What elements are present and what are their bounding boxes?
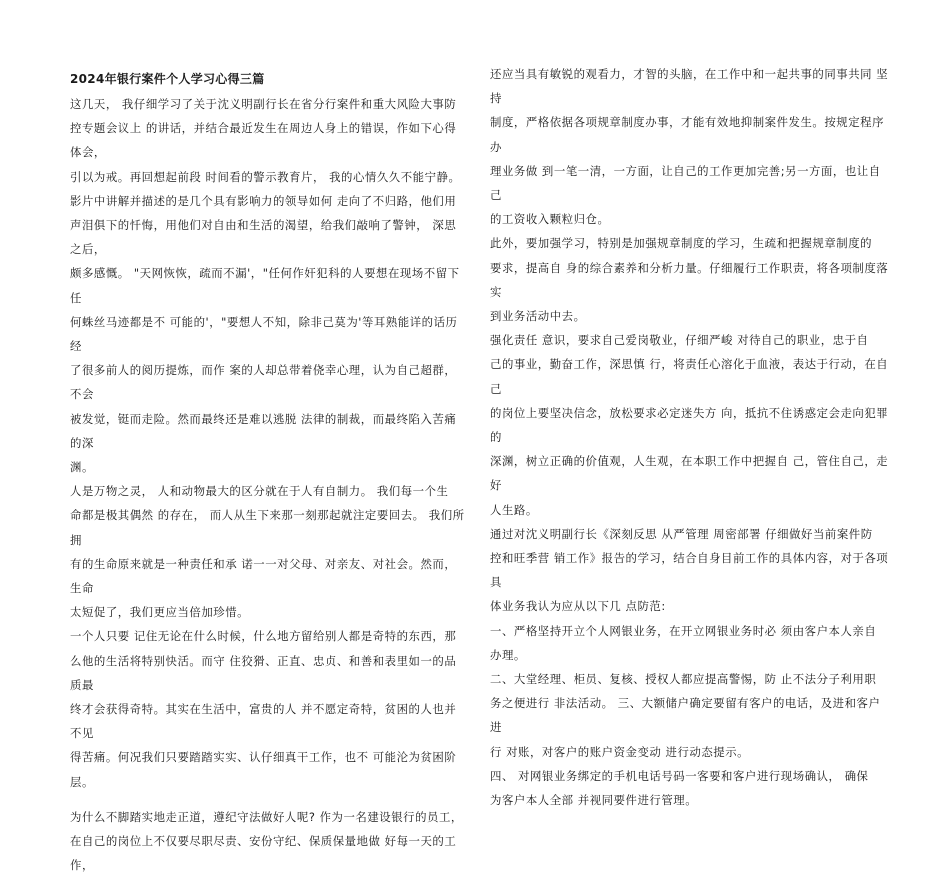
paragraph: 一个人只要 记住无论在什么时候，什么地方留给别人都是奇特的东西，那 么他的生活将特别快活。而守 住狡猾、正直、忠贞、和善和表里如一的品质最 终才会获得奇特。其实在生活中，富贵的人 并不愿定奇特，贫困的人也并不见 得苦痛。何况我们只要踏踏实实、认仔细真干工作，也不 可能沦为贫困阶层。 — [70, 629, 457, 789]
right-column — [490, 62, 890, 812]
paragraph: 强化责任 意识，要求自己爱岗敬业，仔细严峻 对待自己的职业，忠于自 己的事业，勤奋工作，深思慎 行，将责任心溶化于血液，表达于行动，在自己 的岗位上要坚决信念，放松要求必定迷失方 向，抵抗不住诱惑定会走向犯罪的 深渊，树立正确的价值观，人生观，在本职工作中把握自 己，管住自己，走好 人生路。 — [490, 333, 889, 517]
left-column — [70, 60, 465, 878]
paragraph: 这几天， 我仔细学习了关于沈义明副行长在省分行案件和重大风险大事防 控专题会议上 的讲话，并结合最近发生在周边人身上的错误，作如下心得体会， 引以为戒。再回想起前段 时间看的警示教育片， 我的心情久久不能宁静。 — [70, 97, 461, 184]
paragraph: 通过对沈义明副行长《深刻反思 从严管理 周密部署 仔细做好当前案件防 控和旺季营 销工作》报告的学习，结合自身目前工作的具体内容，对于各项具 体业务我认为应从以下几 点防范: — [490, 526, 889, 614]
paragraph: 二、大堂经理、柜员、复核、授权人都应提高警惕，防 止不法分子利用职 务之便进行 非法活动。 三、大额储户确定要留有客户的电话，及进和客户进 行 对账，对客户的账户资金变动 进行动态提示。 — [490, 672, 881, 759]
paragraph: 此外，要加强学习，特别是加强规章制度的学习，生疏和把握规章制度的 要求，提高自 身的综合素养和分析力量。仔细履行工作职责，将各项制度落实 到业务活动中去。 — [490, 236, 889, 324]
paragraph-gap — [70, 794, 465, 805]
document-title: 2024年银行案件个人学习心得三篇 — [70, 72, 265, 86]
paragraph: 四、 对网银业务绑定的手机电话号码一客要和客户进行现场确认， 确保 为客户本人全部 并视同要件进行管理。 — [490, 768, 869, 808]
paragraph: 人是万物之灵， 人和动物最大的区分就在于人有自制力。 我们每一个生 命都是极其偶然 的存在， 而人从生下来那一刻那起就注定要回去。 我们所拥 有的生命原来就是一种责任和承 诺一一对父母、对亲友、对社会。然而，生命 太短促了，我们更应当倍加珍惜。 — [70, 484, 465, 620]
paragraph: 还应当具有敏锐的观看力，才智的头脑，在工作中和一起共事的同事共同 坚持 制度，严格依据各项规章制度办事，才能有效地抑制案件发生。按规定程序办 理业务做 到一笔一清，一方面，让自己的工作更加完善;另一方面，也让自己 的工资收入颗粒归仓。 — [490, 67, 889, 227]
paragraph: 为什么不脚踏实地走正道，遵纪守法做好人呢? 作为一名建设银行的员工， 在自己的岗位上不仅要尽职尽责、安份守纪、保质保量地做 好每一天的工作， — [70, 809, 463, 873]
paragraph: 影片中讲解并描述的是几个具有影响力的领导如何 走向了不归路，他们用 声泪俱下的忏悔，用他们对自由和生活的渴望，给我们敲响了警钟， 深思之后， 颇多感慨。 "天网恢恢，疏而不漏'，"任何作奸犯科的人要想在现场不留下任 何蛛丝马迹都是不 可能的'，"要想人不知，除非己莫为'等耳熟能详的话历经 了很多前人的阅历提炼，而作 案的人却总带着侥幸心理，认为自己超群，不会 被发觉，铤而走险。然而最终还是难以逃脱 法律的制裁，而最终陷入苦痛的深 渊。 — [70, 193, 460, 475]
paragraph: 一、严格坚持开立个人网银业务，在开立网银业务时必 须由客户本人亲自 办理。 — [490, 623, 877, 662]
